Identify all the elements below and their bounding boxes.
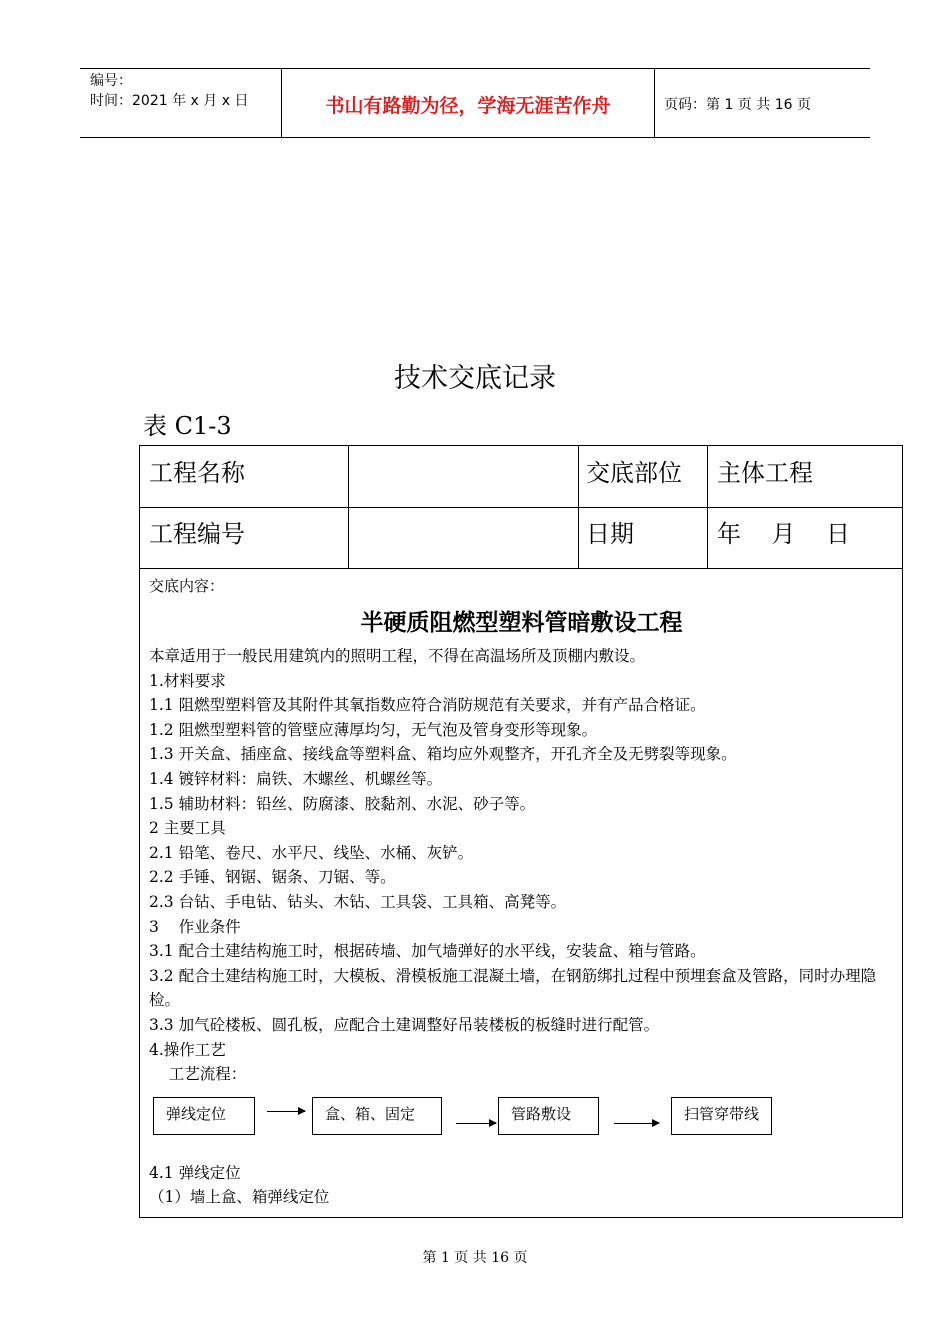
content-line: 2.3 台钻、手电钻、钻头、木钻、工具袋、工具箱、高凳等。 [149,892,567,911]
disclosure-table [139,445,903,1218]
content-heading: 半硬质阻燃型塑料管暗敷设工程 [360,610,683,636]
content-line: 本章适用于一般民用建筑内的照明工程，不得在高温场所及顶棚内敷设。 [149,647,646,665]
content-line: 1.4 镀锌材料：扁铁、木螺丝、机螺丝等。 [149,769,443,788]
document-title: 技术交底记录 [394,363,556,394]
content-after-flow [149,1161,894,1210]
header-page-label: 页码：第 1 页 共 16 页 [664,97,811,113]
content-line: 2.2 手锤、钢锯、锯条、刀锯、等。 [149,868,396,887]
table-row-divider [140,568,902,569]
content-line: 3.1 配合土建结构施工时，根据砖墙、加气墙弹好的水平线，安装盒、箱与管路。 [149,942,706,961]
page-footer: 第 1 页 共 16 页 [422,1250,528,1266]
process-flow [149,1087,894,1161]
date-label: 日期 [586,520,634,548]
content-line: 1.材料要求 [149,671,226,690]
disclosure-content [149,570,894,1210]
content-line: 4.1 弹线定位 [149,1163,241,1182]
flow-step: 管路敷设 [498,1097,599,1135]
content-line: 1.1 阻燃型塑料管及其附件其氧指数应符合消防规范有关要求，并有产品合格证。 [149,696,706,715]
content-line: 3.3 加气砼楼板、圆孔板，应配合土建调整好吊装楼板的板缝时进行配管。 [149,1015,660,1034]
flow-step: 盒、箱、固定 [312,1097,442,1135]
disclosure-part-label: 交底部位 [586,459,682,487]
flow-arrow [267,1111,305,1112]
content-line: 3 作业条件 [149,917,241,936]
content-line: 2.1 铅笔、卷尺、水平尺、线坠、水桶、灰铲。 [149,843,474,862]
table-col-divider [707,446,708,568]
date-value: 年 月 日 [717,520,851,548]
table-col-divider [348,446,349,568]
header-divider [654,69,655,137]
page-header [80,68,870,138]
project-name-label: 工程名称 [149,459,245,487]
flow-arrow [614,1123,659,1124]
table-row-divider [140,507,902,508]
disclosure-part-value: 主体工程 [717,459,813,487]
content-line: 1.5 辅助材料：铅丝、防腐漆、胶黏剂、水泥、砂子等。 [149,794,536,813]
content-line: 2 主要工具 [149,819,226,838]
content-line: （1）墙上盒、箱弹线定位 [149,1188,330,1207]
flow-step: 扫管穿带线 [671,1097,772,1135]
content-line: 1.3 开关盒、插座盒、接线盒等塑料盒、箱均应外观整齐，开孔齐全及无劈裂等现象。 [149,745,737,764]
table-col-divider [578,446,579,568]
content-line: 1.2 阻燃型塑料管的管壁应薄厚均匀，无气泡及管身变形等现象。 [149,720,598,739]
project-number-label: 工程编号 [149,520,245,548]
content-lines [149,644,894,1087]
code-label: 编号： [90,73,132,89]
time-label: 时间：2021 年 x 月 x 日 [90,93,249,109]
header-motto: 书山有路勤为径，学海无涯苦作舟 [325,95,611,117]
content-line: 工艺流程： [149,1065,247,1084]
content-line: 3.2 配合土建结构施工时，大模板、滑模板施工混凝土墙，在钢筋绑扎过程中预埋套盒及管路，同时办理隐检。 [149,966,877,1010]
flow-arrow [456,1123,496,1124]
content-line: 4.操作工艺 [149,1040,226,1059]
header-meta [90,71,248,111]
flow-step: 弹线定位 [153,1097,255,1135]
form-number: 表 C1-3 [143,412,232,440]
content-label: 交底内容： [149,577,225,595]
